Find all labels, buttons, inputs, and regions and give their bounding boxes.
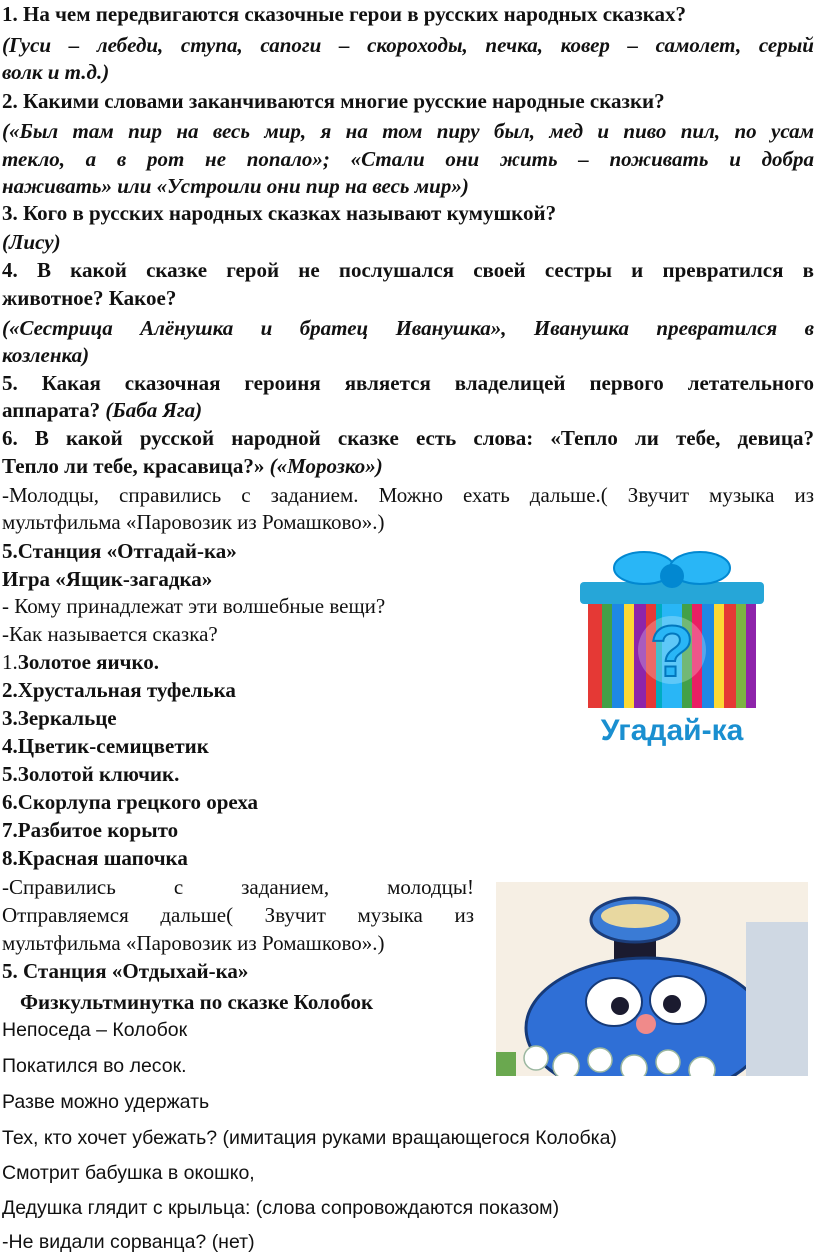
answer-2-line-1: («Был там пир на весь мир, я на том пиру был, мед и пиво пил, по усам (2, 119, 814, 143)
game-title: Игра «Ящик-загадка» (2, 567, 213, 591)
question-6-line-1: 6. В какой русской народной сказке есть слова: «Тепло ли тебе, девица? (2, 426, 814, 450)
answer-4-line-2: козленка) (2, 343, 90, 367)
praise-1-line-1: -Молодцы, справились с заданием. Можно ехать дальше.( Звучит музыка из (2, 483, 814, 507)
answer-1-line-1: (Гуси – лебеди, ступа, сапоги – скороходы, печка, ковер – самолет, серый (2, 33, 814, 57)
answer-1-line-2: волк и т.д.) (2, 60, 110, 84)
question-4-line-2: животное? Какое? (2, 286, 177, 310)
station-rest-title: 5. Станция «Отдыхай-ка» (2, 959, 249, 983)
poem-line: Смотрит бабушка в окошко, (2, 1162, 255, 1184)
list-item: 7.Разбитое корыто (2, 818, 179, 842)
praise-1-line-2: мультфильма «Паровозик из Ромашково».) (2, 510, 385, 534)
gift-caption: Угадай-ка (600, 714, 744, 747)
question-5-text: аппарата? (2, 398, 106, 422)
question-4-line-1: 4. В какой сказке герой не послушался своей сестры и превратился в (2, 258, 814, 282)
answer-6: («Морозко») (269, 454, 383, 478)
station-title: 5.Станция «Отгадай-ка» (2, 539, 237, 563)
praise-2-line-2: Отправляемся дальше( Звучит музыка из (2, 903, 474, 927)
list-item-text: Золотое яичко. (17, 650, 160, 674)
warmup-title: Физкультминутка по сказке Колобок (20, 990, 374, 1014)
list-item: 5.Золотой ключик. (2, 762, 180, 786)
poem-line: Тех, кто хочет убежать? (имитация руками вращающегося Колобка) (2, 1127, 617, 1149)
question-5-line-1: 5. Какая сказочная героиня является владелицей первого летательного (2, 371, 814, 395)
question-tale: -Как называется сказка? (2, 622, 218, 646)
list-item: 4.Цветик-семицветик (2, 734, 209, 758)
gift-box-icon (572, 548, 772, 748)
poem-line: Разве можно удержать (2, 1091, 210, 1113)
train-icon (496, 882, 808, 1076)
question-6-text: Тепло ли тебе, красавица?» (2, 454, 270, 478)
answer-5: (Баба Яга) (105, 398, 203, 422)
question-2: 2. Какими словами заканчиваются многие русские народные сказки? (2, 89, 665, 113)
answer-3: (Лису) (2, 230, 61, 254)
poem-line: -Не видали сорванца? (нет) (2, 1231, 255, 1253)
question-5-line-2 (2, 396, 814, 424)
list-item: 8.Красная шапочка (2, 846, 188, 870)
list-item: 3.Зеркальце (2, 706, 117, 730)
list-item: 2.Хрустальная туфелька (2, 678, 236, 702)
question-3: 3. Кого в русских народных сказках называют кумушкой? (2, 201, 557, 225)
answer-2-line-3: наживать» или «Устроили они пир на весь мир») (2, 174, 469, 198)
answer-2-line-2: текло, а в рот не попало»; «Стали они жить – поживать и добра (2, 147, 814, 171)
question-6-line-2 (2, 452, 814, 480)
praise-2-line-3: мультфильма «Паровозик из Ромашково».) (2, 931, 385, 955)
poem-line: Непоседа – Колобок (2, 1019, 188, 1041)
gift-bow-icon (614, 552, 730, 588)
question-1: 1. На чем передвигаются сказочные герои в русских народных сказках? (2, 2, 687, 26)
answer-4-line-1: («Сестрица Алёнушка и братец Иванушка», Иванушка превратился в (2, 316, 814, 340)
poem-line: Дедушка глядит с крыльца: (слова сопровождаются показом) (2, 1197, 560, 1219)
list-item-number: 1. (2, 650, 18, 674)
list-item: 6.Скорлупа грецкого ореха (2, 790, 259, 814)
poem-line: Покатился во лесок. (2, 1055, 187, 1077)
gift-question-mark: ? (650, 612, 694, 692)
gift-box-image (572, 548, 772, 748)
question-owner: - Кому принадлежат эти волшебные вещи? (2, 594, 386, 618)
praise-2-line-1: -Справились с заданием, молодцы! (2, 875, 474, 899)
train-image (496, 882, 808, 1076)
